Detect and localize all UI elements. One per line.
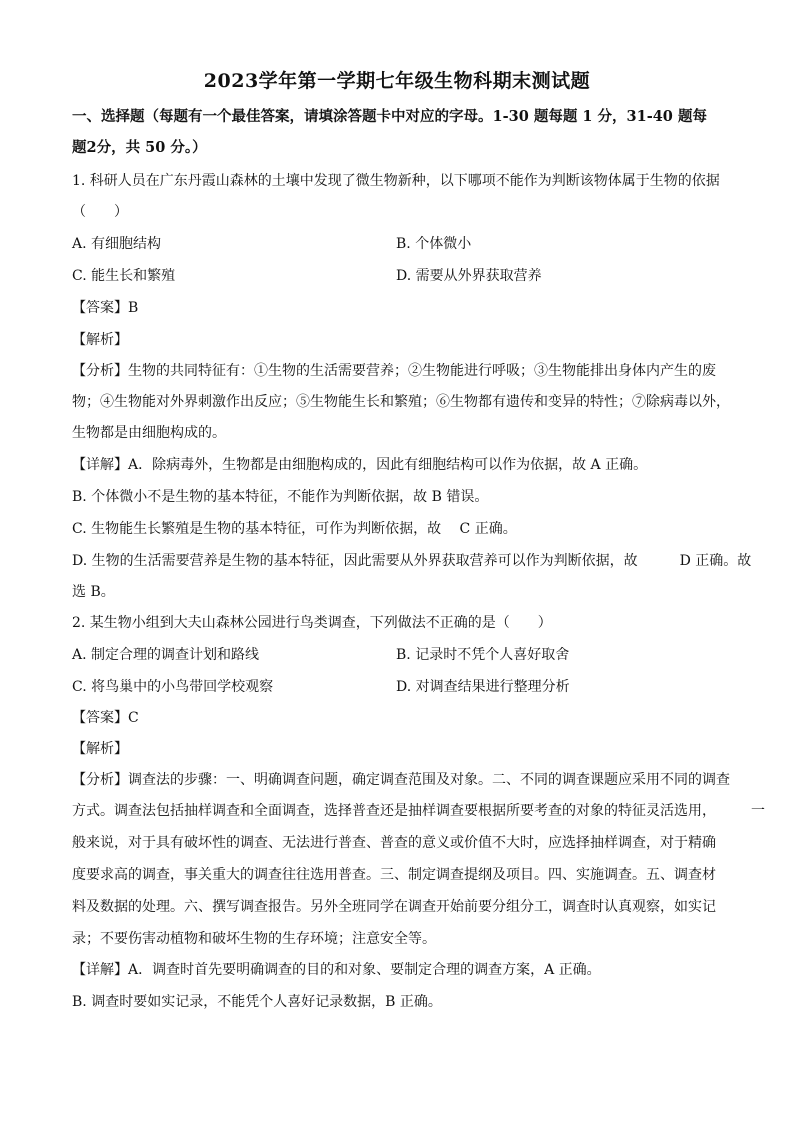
q2-option-d: D. 对调查结果进行整理分析: [396, 679, 570, 695]
q1-option-c: C. 能生长和繁殖: [72, 268, 176, 284]
q1-analysis-label: 【解析】: [72, 332, 128, 348]
q2-option-a: A. 制定合理的调查计划和路线: [72, 647, 260, 663]
section-heading-line-2: 题2分，共 50 分。）: [72, 139, 207, 156]
q2-xiangjie-line-2: B. 调查时要如实记录，不能凭个人喜好记录数据，B 正确。: [72, 994, 442, 1010]
q1-xiangjie-line-5: 选 B。: [72, 584, 115, 600]
q1-option-b: B. 个体微小: [396, 236, 472, 252]
q1-option-d: D. 需要从外界获取营养: [396, 268, 542, 284]
q1-fenxi-line-2: 物；④生物能对外界刺激作出反应；⑤生物能生长和繁殖；⑥生物都有遗传和变异的特性；⑦除病毒以外，: [72, 394, 730, 410]
q2-fenxi-line-5: 料及数据的处理。六、撰写调查报告。另外全班同学在调查开始前要分组分工，调查时认真观察，如实记: [72, 899, 716, 915]
q1-stem-line-2: （ ）: [72, 204, 128, 220]
q2-option-c: C. 将鸟巢中的小鸟带回学校观察: [72, 679, 274, 695]
q1-fenxi-line-1: 【分析】生物的共同特征有：①生物的生活需要营养；②生物能进行呼吸；③生物能排出身体内产生的废: [72, 363, 716, 379]
q2-option-b: B. 记录时不凭个人喜好取舍: [396, 647, 570, 663]
q2-fenxi-line-6: 录；不要伤害动植物和破坏生物的生存环境；注意安全等。: [72, 931, 436, 947]
q2-fenxi-line-3: 般来说，对于具有破坏性的调查、无法进行普查、普查的意义或价值不大时，应选择抽样调查，对于精确: [72, 835, 716, 851]
q2-stem: 2. 某生物小组到大夫山森林公园进行鸟类调查，下列做法不正确的是（ ）: [72, 615, 552, 631]
q2-answer: 【答案】C: [72, 710, 139, 726]
q2-xiangjie-line-1: 【详解】A．调查时首先要明确调查的目的和对象、要制定合理的调查方案，A 正确。: [72, 962, 601, 978]
q2-fenxi-line-1: 【分析】调查法的步骤：一、明确调查问题，确定调查范围及对象。二、不同的调查课题应采用不同的调查: [72, 772, 730, 788]
q2-analysis-label: 【解析】: [72, 741, 128, 757]
q2-fenxi-line-2: 方式。调查法包括抽样调查和全面调查，选择普查还是抽样调查要根据所要考查的对象的特征灵活选用， 一: [72, 803, 765, 819]
q1-answer: 【答案】B: [72, 300, 139, 316]
q1-xiangjie-line-1: 【详解】A．除病毒外，生物都是由细胞构成的，因此有细胞结构可以作为依据，故 A 正确。: [72, 457, 648, 473]
q1-option-a: A. 有细胞结构: [72, 236, 162, 252]
section-heading-line-1: 一、选择题（每题有一个最佳答案，请填涂答题卡中对应的字母。1-30 题每题 1 分，31-40 题每: [72, 108, 707, 125]
q1-xiangjie-line-4: D. 生物的生活需要营养是生物的基本特征，因此需要从外界获取营养可以作为判断依据，故 D 正确。故: [72, 553, 752, 569]
q1-stem-line-1: 1. 科研人员在广东丹霞山森林的土壤中发现了微生物新种，以下哪项不能作为判断该物体属于生物的依据: [72, 173, 720, 189]
page-title: 2023学年第一学期七年级生物科期末测试题: [203, 70, 591, 92]
q1-fenxi-line-3: 生物都是由细胞构成的。: [72, 425, 226, 441]
q2-fenxi-line-4: 度要求高的调查，事关重大的调查往往选用普查。三、制定调查提纲及项目。四、实施调查。五、调查材: [72, 867, 716, 883]
q1-xiangjie-line-2: B. 个体微小不是生物的基本特征，不能作为判断依据，故 B 错误。: [72, 489, 489, 505]
q1-xiangjie-line-3: C. 生物能生长繁殖是生物的基本特征，可作为判断依据，故 C 正确。: [72, 521, 517, 537]
